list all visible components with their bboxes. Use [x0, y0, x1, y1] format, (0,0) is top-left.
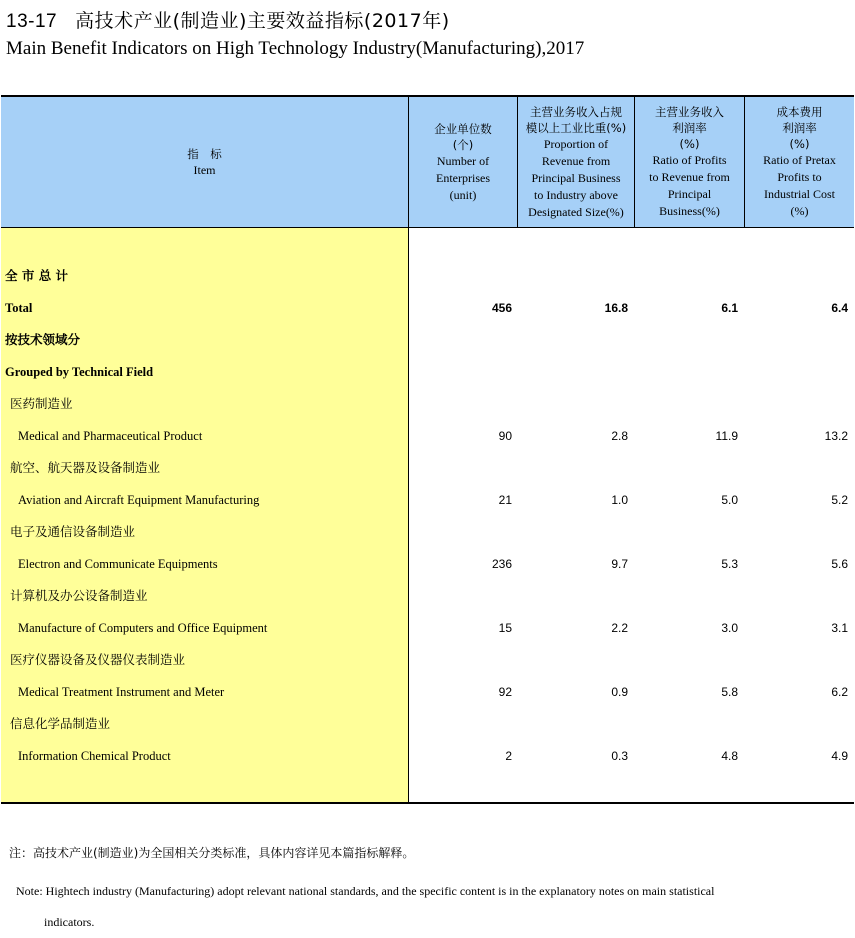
header-item-cn: 指 标 — [187, 146, 222, 161]
item-label-cn: 医药制造业 — [10, 396, 73, 411]
header-col2-en-3: Principal Business — [531, 170, 621, 185]
total-cn-row — [0, 264, 855, 288]
header-col1-en-1: Number of — [436, 153, 490, 168]
header-col4-en-2: Profits to — [777, 170, 822, 184]
total-label-cn: 全 市 总 计 — [5, 268, 69, 283]
item-label-en: Medical Treatment Instrument and Meter — [18, 685, 225, 699]
header-col2-en-4: to Industry above — [534, 187, 618, 202]
table-title-en: Main Benefit Indicators on High Technology Industry(Manufacturing),2017 — [6, 38, 585, 59]
cell-proportion: 2.2 — [611, 621, 628, 635]
item-cn-row — [0, 584, 855, 608]
table-row — [0, 616, 855, 640]
table-row — [0, 552, 855, 576]
table-row — [0, 424, 855, 448]
cell-profit-ratio: 3.0 — [721, 621, 738, 635]
item-label-en: Medical and Pharmaceutical Product — [18, 429, 203, 443]
header-col2-en-2: Revenue from — [541, 153, 611, 168]
header-col2-en-5: Designated Size(%) — [528, 204, 624, 219]
note-en-line-2: indicators. — [44, 915, 95, 929]
item-label-en: Information Chemical Product — [18, 749, 171, 763]
cell-proportion: 0.3 — [611, 749, 628, 763]
header-col1-en-2: Enterprises — [436, 170, 490, 185]
header-pretax-ratio — [745, 97, 854, 227]
header-col3-cn-3: (%) — [679, 137, 700, 151]
total-proportion: 16.8 — [604, 301, 628, 315]
cell-enterprises: 15 — [498, 621, 512, 635]
total-pretax-ratio: 6.4 — [831, 301, 848, 315]
item-label-en: Manufacture of Computers and Office Equipment — [18, 621, 268, 635]
header-col4-cn-3: (%) — [789, 137, 810, 151]
note-en — [16, 876, 816, 938]
group-en-row — [0, 360, 855, 384]
total-row — [0, 296, 855, 320]
cell-enterprises: 21 — [498, 493, 512, 507]
cell-profit-ratio: 5.8 — [721, 685, 738, 699]
cell-enterprises: 2 — [505, 749, 512, 763]
bottom-rule — [1, 802, 854, 804]
table-title-cn-text: 高技术产业(制造业)主要效益指标(2017年) — [75, 10, 450, 32]
cell-profit-ratio: 5.3 — [721, 557, 738, 571]
header-col1-cn-2: (个) — [452, 137, 474, 152]
header-col4-cn-1: 成本费用 — [776, 105, 823, 119]
total-profit-ratio: 6.1 — [721, 301, 738, 315]
header-col4-cn-2: 利润率 — [782, 121, 817, 135]
item-cn-row — [0, 520, 855, 544]
header-col3-en-4: Business(%) — [659, 204, 720, 218]
cell-proportion: 1.0 — [611, 493, 628, 507]
cell-proportion: 9.7 — [611, 557, 628, 571]
group-label-cn: 按技术领域分 — [5, 332, 81, 347]
header-col1-en-3: (unit) — [449, 187, 477, 202]
table-row — [0, 680, 855, 704]
item-label-cn: 计算机及办公设备制造业 — [10, 588, 148, 603]
cell-pretax-ratio: 5.2 — [831, 493, 848, 507]
header-rule — [1, 227, 854, 228]
header-col3-en-3: Principal — [667, 187, 712, 201]
table-row — [0, 744, 855, 768]
total-label-en: Total — [5, 301, 33, 315]
cell-profit-ratio: 4.8 — [721, 749, 738, 763]
header-col3-en-1: Ratio of Profits — [652, 153, 727, 167]
table-row — [0, 488, 855, 512]
header-col3-cn-2: 利润率 — [672, 121, 707, 135]
item-cn-row — [0, 392, 855, 416]
table-title-cn — [6, 6, 450, 33]
note-cn: 注：高技术产业(制造业)为全国相关分类标准，具体内容详见本篇指标解释。 — [9, 846, 415, 860]
header-col2-cn-2: 模以上工业比重(%) — [525, 120, 627, 135]
item-label-cn: 航空、航天器及设备制造业 — [10, 460, 161, 475]
item-cn-row — [0, 456, 855, 480]
item-label-en: Aviation and Aircraft Equipment Manufacturing — [18, 493, 260, 507]
group-cn-row — [0, 328, 855, 352]
cell-enterprises: 90 — [498, 429, 512, 443]
header-enterprises — [409, 97, 517, 227]
cell-pretax-ratio: 5.6 — [831, 557, 848, 571]
item-label-cn: 电子及通信设备制造业 — [10, 524, 136, 539]
item-label-en: Electron and Communicate Equipments — [18, 557, 218, 571]
header-item — [1, 97, 408, 227]
header-col3-cn-1: 主营业务收入 — [655, 105, 724, 119]
header-col3-en-2: to Revenue from — [649, 170, 730, 184]
item-label-cn: 信息化学品制造业 — [10, 716, 111, 731]
item-cn-row — [0, 648, 855, 672]
note-en-line-1: Note: Hightech industry (Manufacturing) adopt relevant national standards, and the specific content is in the explanatory notes on main statistical — [16, 884, 715, 898]
cell-pretax-ratio: 3.1 — [831, 621, 848, 635]
cell-profit-ratio: 5.0 — [721, 493, 738, 507]
header-profit-ratio — [635, 97, 744, 227]
item-cn-row — [0, 712, 855, 736]
header-item-en: Item — [193, 162, 216, 177]
header-proportion — [518, 97, 634, 227]
cell-enterprises: 236 — [491, 557, 512, 571]
cell-proportion: 2.8 — [611, 429, 628, 443]
table-number: 13-17 — [6, 11, 58, 32]
cell-pretax-ratio: 6.2 — [831, 685, 848, 699]
header-col4-en-4: (%) — [790, 204, 809, 218]
cell-profit-ratio: 11.9 — [715, 429, 738, 443]
header-col1-cn-1: 企业单位数 — [434, 121, 492, 136]
cell-pretax-ratio: 4.9 — [831, 749, 848, 763]
total-enterprises: 456 — [491, 301, 512, 315]
cell-pretax-ratio: 13.2 — [824, 429, 848, 443]
header-col2-en-1: Proportion of — [543, 136, 609, 151]
item-label-cn: 医疗仪器设备及仪器仪表制造业 — [10, 652, 186, 667]
header-col2-cn-1: 主营业务收入占规 — [530, 104, 622, 119]
header-col4-en-3: Industrial Cost — [764, 187, 835, 201]
group-label-en: Grouped by Technical Field — [5, 365, 154, 379]
header-col4-en-1: Ratio of Pretax — [763, 153, 836, 167]
cell-proportion: 0.9 — [611, 685, 628, 699]
cell-enterprises: 92 — [498, 685, 512, 699]
